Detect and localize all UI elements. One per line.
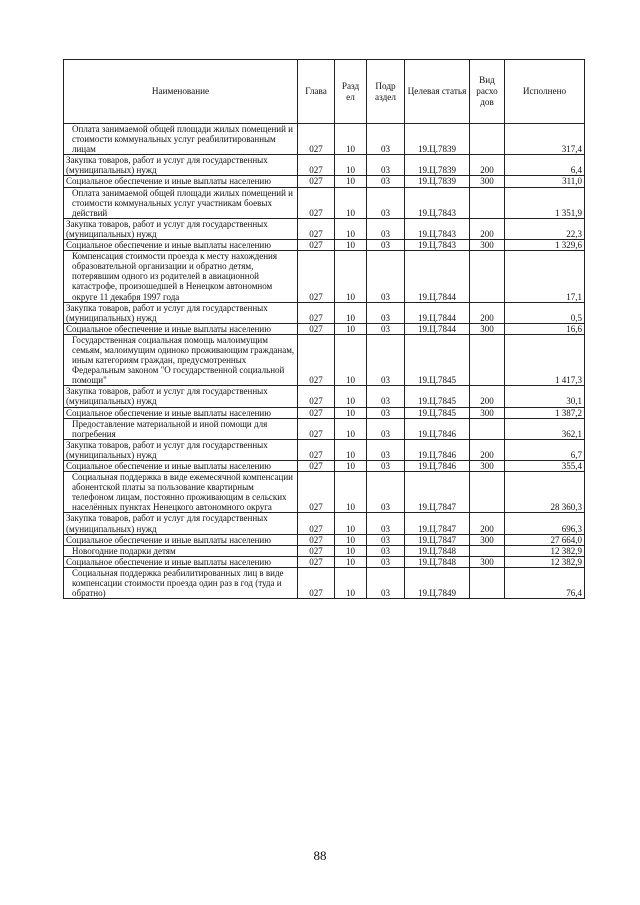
cell-razdel: 10 — [335, 302, 367, 323]
cell-name: Закупка товаров, работ и услуг для государственных (муниципальных) нужд — [64, 218, 298, 239]
cell-value: 1 417,3 — [505, 334, 585, 385]
cell-target: 19.Ц.7844 — [405, 323, 470, 334]
header-vid: Вид расхо дов — [470, 60, 505, 124]
cell-target: 19.Ц.7843 — [405, 240, 470, 251]
cell-vid — [470, 334, 505, 385]
table-row — [64, 323, 585, 334]
cell-vid — [470, 567, 505, 598]
cell-value: 0,5 — [505, 302, 585, 323]
cell-podrazdel: 03 — [367, 407, 405, 418]
cell-podrazdel: 03 — [367, 334, 405, 385]
page-number: 88 — [313, 848, 327, 863]
cell-value: 27 664,0 — [505, 534, 585, 545]
cell-razdel: 10 — [335, 567, 367, 598]
budget-table — [63, 59, 585, 599]
cell-glava: 027 — [298, 251, 335, 302]
cell-vid: 300 — [470, 556, 505, 567]
cell-target: 19.Ц.7846 — [405, 439, 470, 460]
cell-razdel: 10 — [335, 176, 367, 187]
cell-name: Государственная социальная помощь малоимущим семьям, малоимущим одиноко проживающим гражданам, иным категориям граждан, предусмотренных Федеральным законом "О государственной социальной помощи" — [64, 334, 298, 385]
cell-podrazdel: 03 — [367, 240, 405, 251]
cell-vid: 200 — [470, 439, 505, 460]
cell-vid: 300 — [470, 176, 505, 187]
cell-razdel: 10 — [335, 418, 367, 439]
cell-glava: 027 — [298, 472, 335, 513]
cell-razdel: 10 — [335, 251, 367, 302]
table-row — [64, 176, 585, 187]
cell-glava: 027 — [298, 567, 335, 598]
cell-name: Закупка товаров, работ и услуг для государственных (муниципальных) нужд — [64, 155, 298, 176]
cell-name: Компенсация стоимости проезда к месту нахождения образовательной организации и обратно детям, потерявшим одного из родителей в авиационной катастрофе, произошедшей в Ненецком автономном округе 11 декабря 1997 года — [64, 251, 298, 302]
header-executed: Исполнено — [505, 60, 585, 124]
cell-podrazdel: 03 — [367, 567, 405, 598]
cell-glava: 027 — [298, 187, 335, 218]
cell-target: 19.Ц.7847 — [405, 534, 470, 545]
cell-glava: 027 — [298, 386, 335, 407]
cell-razdel: 10 — [335, 513, 367, 534]
cell-value: 12 382,9 — [505, 545, 585, 556]
cell-value: 1 329,6 — [505, 240, 585, 251]
cell-razdel: 10 — [335, 218, 367, 239]
cell-name: Оплата занимаемой общей площади жилых помещений и стоимости коммунальных услуг реабилитированным лицам — [64, 124, 298, 155]
cell-podrazdel: 03 — [367, 124, 405, 155]
table-row — [64, 418, 585, 439]
cell-name: Социальное обеспечение и иные выплаты населению — [64, 240, 298, 251]
cell-glava: 027 — [298, 176, 335, 187]
cell-podrazdel: 03 — [367, 386, 405, 407]
table-row — [64, 461, 585, 472]
cell-name: Новогодние подарки детям — [64, 545, 298, 556]
cell-razdel: 10 — [335, 472, 367, 513]
cell-value: 355,4 — [505, 461, 585, 472]
cell-vid — [470, 472, 505, 513]
cell-podrazdel: 03 — [367, 439, 405, 460]
table-row — [64, 334, 585, 385]
cell-name: Закупка товаров, работ и услуг для государственных (муниципальных) нужд — [64, 302, 298, 323]
cell-podrazdel: 03 — [367, 251, 405, 302]
cell-glava: 027 — [298, 545, 335, 556]
table-row — [64, 251, 585, 302]
cell-glava: 027 — [298, 240, 335, 251]
cell-target: 19.Ц.7845 — [405, 334, 470, 385]
cell-vid: 200 — [470, 386, 505, 407]
cell-podrazdel: 03 — [367, 323, 405, 334]
table-row — [64, 472, 585, 513]
cell-glava: 027 — [298, 418, 335, 439]
table-row — [64, 534, 585, 545]
cell-name: Закупка товаров, работ и услуг для государственных (муниципальных) нужд — [64, 513, 298, 534]
cell-target: 19.Ц.7843 — [405, 187, 470, 218]
cell-razdel: 10 — [335, 407, 367, 418]
cell-glava: 027 — [298, 124, 335, 155]
header-target: Целевая статья — [405, 60, 470, 124]
cell-podrazdel: 03 — [367, 513, 405, 534]
table-row — [64, 155, 585, 176]
cell-vid: 200 — [470, 218, 505, 239]
cell-target: 19.Ц.7847 — [405, 472, 470, 513]
table-row — [64, 545, 585, 556]
table-row — [64, 302, 585, 323]
cell-podrazdel: 03 — [367, 461, 405, 472]
cell-target: 19.Ц.7843 — [405, 218, 470, 239]
cell-glava: 027 — [298, 439, 335, 460]
cell-value: 696,3 — [505, 513, 585, 534]
cell-vid: 300 — [470, 323, 505, 334]
cell-target: 19.Ц.7847 — [405, 513, 470, 534]
cell-name: Закупка товаров, работ и услуг для государственных (муниципальных) нужд — [64, 439, 298, 460]
cell-glava: 027 — [298, 323, 335, 334]
cell-name: Оплата занимаемой общей площади жилых помещений и стоимости коммунальных услуг участникам боевых действий — [64, 187, 298, 218]
header-name: Наименование — [64, 60, 298, 124]
cell-vid: 300 — [470, 461, 505, 472]
cell-podrazdel: 03 — [367, 176, 405, 187]
cell-vid — [470, 251, 505, 302]
cell-podrazdel: 03 — [367, 155, 405, 176]
table-header-row — [64, 60, 585, 124]
cell-glava: 027 — [298, 302, 335, 323]
cell-target: 19.Ц.7844 — [405, 251, 470, 302]
cell-target: 19.Ц.7839 — [405, 124, 470, 155]
table-row — [64, 513, 585, 534]
cell-value: 1 351,9 — [505, 187, 585, 218]
table-row — [64, 567, 585, 598]
table-row — [64, 124, 585, 155]
cell-value: 28 360,3 — [505, 472, 585, 513]
cell-name: Закупка товаров, работ и услуг для государственных (муниципальных) нужд — [64, 386, 298, 407]
cell-vid — [470, 418, 505, 439]
table-body — [64, 124, 585, 599]
cell-glava: 027 — [298, 534, 335, 545]
cell-razdel: 10 — [335, 556, 367, 567]
cell-name: Социальное обеспечение и иные выплаты населению — [64, 556, 298, 567]
cell-razdel: 10 — [335, 461, 367, 472]
cell-target: 19.Ц.7846 — [405, 418, 470, 439]
cell-razdel: 10 — [335, 124, 367, 155]
cell-name: Социальное обеспечение и иные выплаты населению — [64, 407, 298, 418]
cell-glava: 027 — [298, 218, 335, 239]
table-row — [64, 187, 585, 218]
cell-podrazdel: 03 — [367, 545, 405, 556]
cell-vid: 300 — [470, 240, 505, 251]
cell-podrazdel: 03 — [367, 218, 405, 239]
cell-name: Социальная поддержка реабилитированных лиц в виде компенсации стоимости проезда один раз в год (туда и обратно) — [64, 567, 298, 598]
cell-glava: 027 — [298, 556, 335, 567]
cell-podrazdel: 03 — [367, 418, 405, 439]
cell-value: 6,4 — [505, 155, 585, 176]
table-row — [64, 386, 585, 407]
cell-razdel: 10 — [335, 334, 367, 385]
cell-razdel: 10 — [335, 187, 367, 218]
header-glava: Глава — [298, 60, 335, 124]
cell-value: 30,1 — [505, 386, 585, 407]
header-razdel: Разд ел — [335, 60, 367, 124]
cell-vid — [470, 545, 505, 556]
cell-razdel: 10 — [335, 545, 367, 556]
header-podrazdel: Подр аздел — [367, 60, 405, 124]
cell-vid: 200 — [470, 302, 505, 323]
cell-value: 317,4 — [505, 124, 585, 155]
cell-glava: 027 — [298, 407, 335, 418]
cell-value: 16,6 — [505, 323, 585, 334]
cell-razdel: 10 — [335, 155, 367, 176]
cell-podrazdel: 03 — [367, 302, 405, 323]
cell-value: 76,4 — [505, 567, 585, 598]
cell-value: 22,3 — [505, 218, 585, 239]
cell-name: Социальная поддержка в виде ежемесячной компенсации абонентской платы за пользование квартирным телефоном лицам, постоянно проживающим в сельских населённых пунктах Ненецкого автономного округа — [64, 472, 298, 513]
table-row — [64, 439, 585, 460]
table-row — [64, 218, 585, 239]
cell-target: 19.Ц.7845 — [405, 386, 470, 407]
cell-name: Социальное обеспечение и иные выплаты населению — [64, 461, 298, 472]
table-row — [64, 240, 585, 251]
cell-glava: 027 — [298, 155, 335, 176]
cell-vid: 300 — [470, 534, 505, 545]
cell-target: 19.Ц.7846 — [405, 461, 470, 472]
cell-razdel: 10 — [335, 240, 367, 251]
cell-target: 19.Ц.7839 — [405, 176, 470, 187]
cell-target: 19.Ц.7849 — [405, 567, 470, 598]
cell-vid: 200 — [470, 513, 505, 534]
cell-podrazdel: 03 — [367, 472, 405, 513]
cell-razdel: 10 — [335, 534, 367, 545]
cell-value: 1 387,2 — [505, 407, 585, 418]
cell-vid — [470, 187, 505, 218]
cell-value: 17,1 — [505, 251, 585, 302]
cell-name: Социальное обеспечение и иные выплаты населению — [64, 176, 298, 187]
cell-target: 19.Ц.7839 — [405, 155, 470, 176]
cell-vid — [470, 124, 505, 155]
cell-name: Предоставление материальной и иной помощи для погребения — [64, 418, 298, 439]
cell-target: 19.Ц.7844 — [405, 302, 470, 323]
cell-target: 19.Ц.7845 — [405, 407, 470, 418]
cell-name: Социальное обеспечение и иные выплаты населению — [64, 534, 298, 545]
table-row — [64, 407, 585, 418]
cell-value: 362,1 — [505, 418, 585, 439]
cell-podrazdel: 03 — [367, 534, 405, 545]
cell-razdel: 10 — [335, 439, 367, 460]
cell-target: 19.Ц.7848 — [405, 556, 470, 567]
cell-glava: 027 — [298, 461, 335, 472]
cell-glava: 027 — [298, 334, 335, 385]
cell-name: Социальное обеспечение и иные выплаты населению — [64, 323, 298, 334]
cell-podrazdel: 03 — [367, 556, 405, 567]
cell-vid: 200 — [470, 155, 505, 176]
cell-target: 19.Ц.7848 — [405, 545, 470, 556]
table-row — [64, 556, 585, 567]
cell-value: 311,0 — [505, 176, 585, 187]
cell-value: 12 382,9 — [505, 556, 585, 567]
cell-podrazdel: 03 — [367, 187, 405, 218]
cell-vid: 300 — [470, 407, 505, 418]
cell-razdel: 10 — [335, 386, 367, 407]
cell-value: 6,7 — [505, 439, 585, 460]
cell-glava: 027 — [298, 513, 335, 534]
cell-razdel: 10 — [335, 323, 367, 334]
